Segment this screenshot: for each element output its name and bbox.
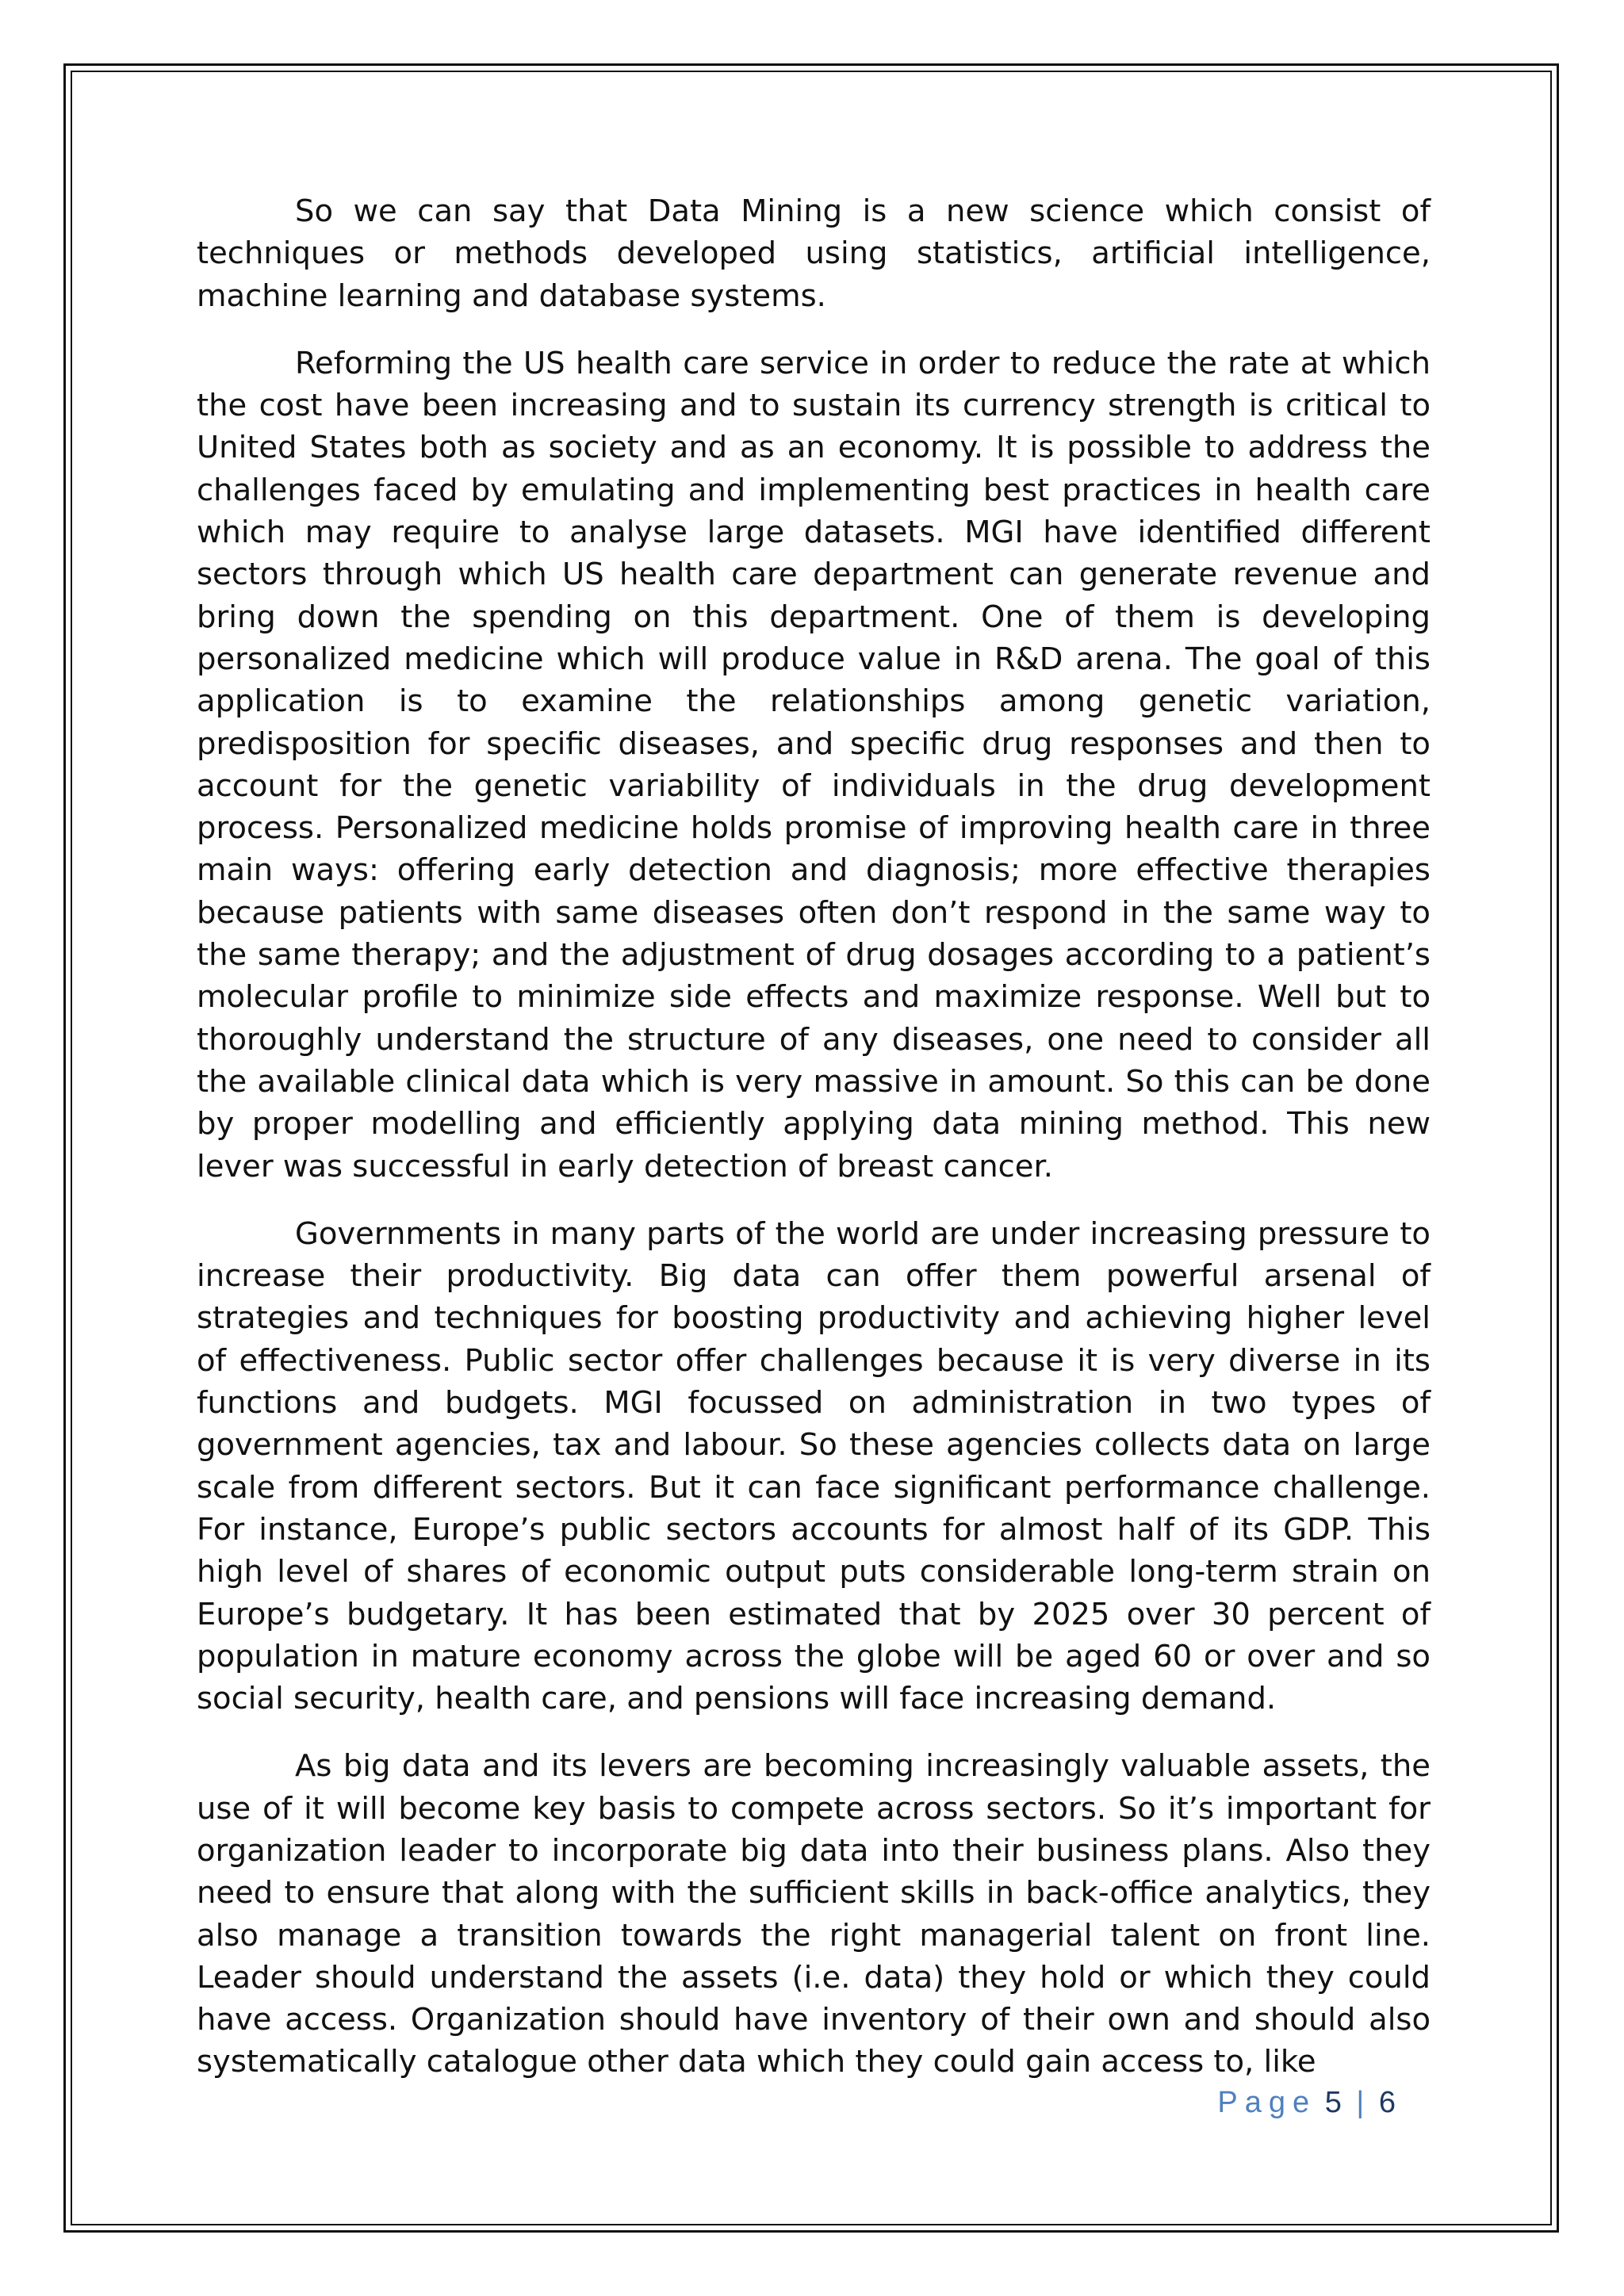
page-label: Page bbox=[1217, 2086, 1317, 2119]
total-pages-number: 6 bbox=[1378, 2086, 1396, 2119]
paragraph-data-mining-definition: So we can say that Data Mining is a new science which consist of techniques or methods developed using statistics, artificial intelligence, machine learning and database systems. bbox=[197, 193, 1431, 314]
page-footer bbox=[1094, 2084, 1396, 2122]
paragraph-us-health-care: Reforming the US health care service in order to reduce the rate at which the cost have been increasing and to sustain its currency strength is critical to United States both as society and as an economy. It is possible to address the challenges faced by emulating and implementing best practices in health care which may require to analyse large datasets. MGI have identified different sectors through which US health care department can generate revenue and bring down the spending on this department. One of them is developing personalized medicine which will produce value in R&D arena. The goal of this application is to examine the relationships among genetic variation, predisposition for specific diseases, and specific drug responses and then to account for the genetic variability of individuals in the drug development process. Personalized medicine holds promise of improving health care in three main ways: offering early detection and diagnosis; more effective therapies because patients with same diseases often don’t respond in the same way to the same therapy; and the adjustment of drug dosages according to a patient’s molecular profile to minimize side effects and maximize response. Well but to thoroughly understand the structure of any diseases, one need to consider all the available clinical data which is very massive in amount. So this can be done by proper modelling and efficiently applying data mining method. This new lever was successful in early detection of breast cancer. bbox=[197, 345, 1431, 1184]
current-page-number: 5 bbox=[1324, 2086, 1342, 2119]
page-separator: | bbox=[1356, 2086, 1365, 2119]
document-body bbox=[197, 190, 1431, 2084]
paragraph-big-data-assets: As big data and its levers are becoming increasingly valuable assets, the use of it will become key basis to compete across sectors. So it’s important for organization leader to incorporate big data into their business plans. Also they need to ensure that along with the sufficient skills in back-office analytics, they also manage a transition towards the right managerial talent on front line. Leader should understand the assets (i.e. data) they hold or which they could have access. Organization should have inventory of their own and should also systematically catalogue other data which they could gain access to, like bbox=[197, 1748, 1431, 2080]
paragraph-governments-productivity: Governments in many parts of the world are under increasing pressure to increase their productivity. Big data can offer them powerful arsenal of strategies and techniques for boosting productivity and achieving higher level of effectiveness. Public sector offer challenges because it is very diverse in its functions and budgets. MGI focussed on administration in two types of government agencies, tax and labour. So these agencies collects data on large scale from different sectors. But it can face significant performance challenge. For instance, Europe’s public sectors accounts for almost half of its GDP. This high level of shares of economic output puts considerable long-term strain on Europe’s budgetary. It has been estimated that by 2025 over 30 percent of population in mature economy across the globe will be aged 60 or over and so social security, health care, and pensions will face increasing demand. bbox=[197, 1215, 1431, 1717]
